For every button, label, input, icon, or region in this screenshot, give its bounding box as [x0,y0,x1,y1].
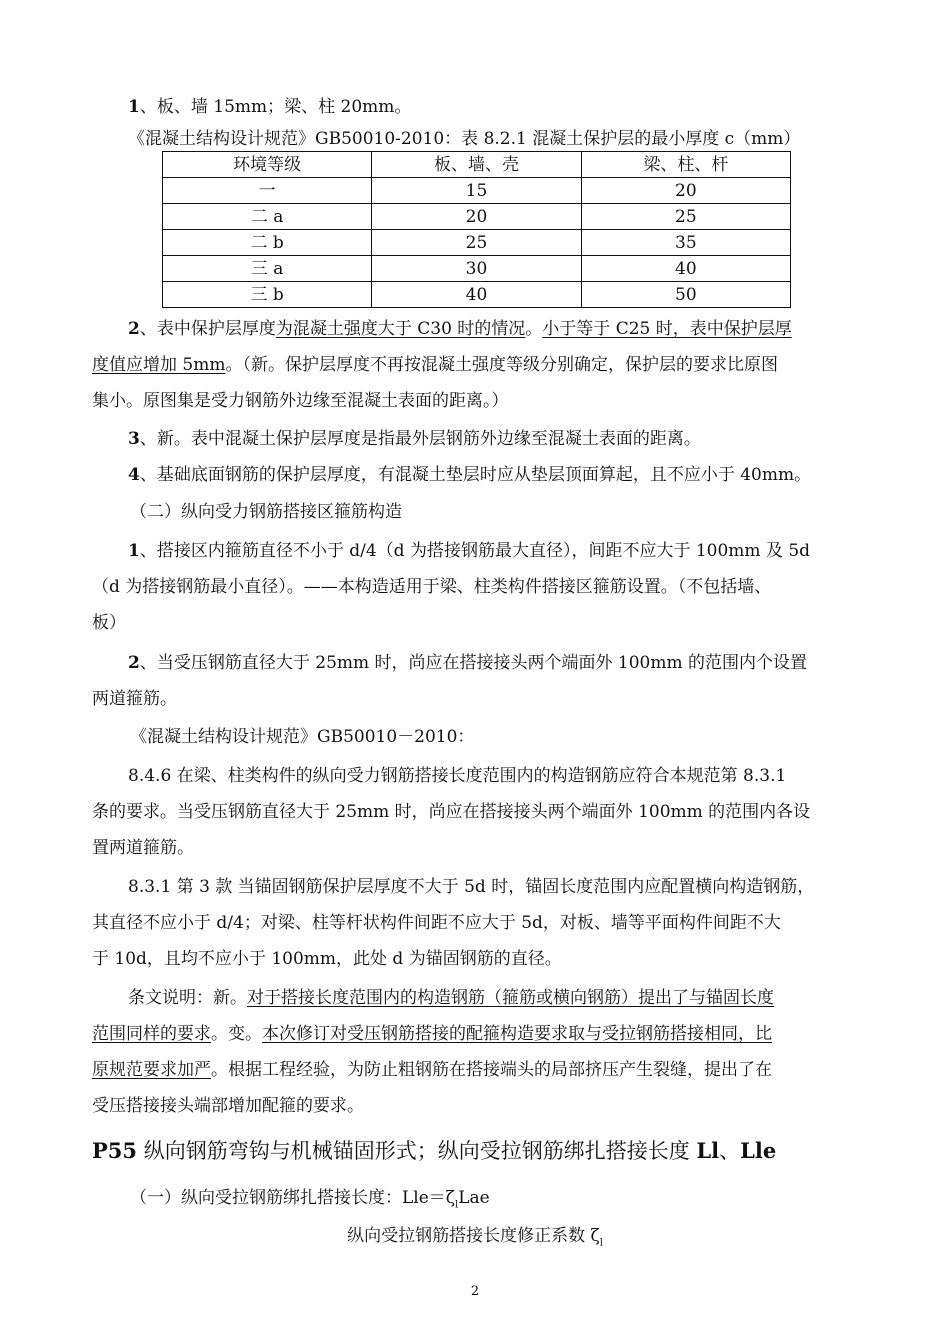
item-number: 1 [128,541,140,561]
item-number: 3 [128,429,140,449]
text-run: 纵向受拉钢筋搭接长度修正系数 ζ [347,1226,600,1246]
item-number: 1 [128,97,140,117]
table-cell: 三 a [163,256,372,282]
paragraph-9-line-3 [92,1058,860,1082]
subsection-1-title [130,1186,898,1217]
heading-text: 、 [719,1139,741,1163]
underlined-text: 对于搭接长度范围内的构造钢筋（箍筋或横向钢筋）提出了与锚固长度 [247,988,774,1008]
section-2-title: （二）纵向受力钢筋搭接区箍筋构造 [130,502,402,522]
paragraph-text: 、基础底面钢筋的保护层厚度，有混凝土垫层时应从垫层顶面算起，且不应小于 40mm。 [139,465,812,485]
section-heading [92,1137,776,1165]
subscript: l [599,1237,603,1249]
table-header-cell: 梁、柱、杆 [581,152,790,178]
table-cell: 40 [372,282,581,308]
item-number: 4 [128,465,140,485]
paragraph-7-line-1: 8.4.6 在梁、柱类构件的纵向受力钢筋搭接长度范围内的构造钢筋应符合本规范第 8.3.1 [128,766,787,786]
heading-page-ref: P55 [92,1138,138,1163]
table-cell: 25 [372,230,581,256]
paragraph-8-line-1: 8.3.1 第 3 款 当锚固钢筋保护层厚度不大于 5d 时，锚固长度范围内应配置横向构造钢筋， [128,877,815,897]
table-row [163,256,791,282]
paragraph-2-line-1 [128,317,860,341]
paragraph-8-line-3: 于 10d，且均不应小于 100mm，此处 d 为锚固钢筋的直径。 [92,949,562,969]
table-cell: 一 [163,178,372,204]
text-run: 。根据工程经验，为防止粗钢筋在搭接端头的局部挤压产生裂缝，提出了在 [211,1060,772,1080]
paragraph-text: 、板、墙 15mm；梁、柱 20mm。 [139,97,412,117]
table-cell: 20 [581,178,790,204]
table-cell: 15 [372,178,581,204]
paragraph-6-line-1 [128,651,896,675]
underlined-text: 原规范要求加严 [92,1060,211,1080]
table-title [0,1224,950,1255]
underlined-text: 范围同样的要求 [92,1024,211,1044]
item-number: 2 [128,319,140,339]
paragraph-9-line-2 [92,1022,860,1046]
table-row [163,178,791,204]
table-cell: 40 [581,256,790,282]
paragraph-text: 、当受压钢筋直径大于 25mm 时，尚应在搭接接头两个端面外 100mm 的范围内个设置 [139,653,808,673]
paragraph-7-line-2: 条的要求。当受压钢筋直径大于 25mm 时，尚应在搭接接头两个端面外 100mm 的范围内各设 [92,802,811,822]
page-number: 2 [470,1284,480,1299]
paragraph-text: 、新。表中混凝土保护层厚度是指最外层钢筋外边缘至混凝土表面的距离。 [139,429,701,449]
paragraph-5-line-3: 板） [92,613,126,633]
heading-symbol: Lle [740,1138,777,1163]
paragraph-5-line-2: （d 为搭接钢筋最小直径）。——本构造适用于梁、柱类构件搭接区箍筋设置。（不包括墙、 [92,577,772,597]
table-caption: 《混凝土结构设计规范》GB50010-2010：表 8.2.1 混凝土保护层的最小厚度 c（mm） [128,129,801,149]
paragraph-text: 、搭接区内箍筋直径不小于 d/4（d 为搭接钢筋最大直径），间距不应大于 100mm 及 5d [139,541,811,561]
paragraph-7-line-3: 置两道箍筋。 [92,838,194,858]
table-row [163,204,791,230]
table-header-cell: 环境等级 [163,152,372,178]
paragraph-8-line-2: 其直径不应小于 d/4；对梁、柱等杆状构件间距不应大于 5d，对板、墙等平面构件间距不大 [92,913,781,933]
table-header-row [163,152,791,178]
paragraph-4 [128,463,896,487]
table-cell: 20 [372,204,581,230]
paragraph-5-line-1 [128,539,896,563]
table-cell: 三 b [163,282,372,308]
table-row [163,282,791,308]
table-row [163,230,791,256]
table-cell: 50 [581,282,790,308]
table-cell: 二 a [163,204,372,230]
paragraph-6-line-2: 两道箍筋。 [92,689,177,709]
table-cell: 25 [581,204,790,230]
text-run: 。（新。保护层厚度不再按混凝土强度等级分别确定，保护层的要求比原图 [225,355,778,375]
code-reference: 《混凝土结构设计规范》GB50010－2010： [130,727,475,747]
underlined-text: 为混凝土强度大于 C30 时的情况 [275,319,526,339]
heading-symbol: Ll [696,1138,720,1163]
table-cell: 二 b [163,230,372,256]
text-run: 条文说明：新。 [128,988,247,1008]
paragraph-1 [128,95,896,119]
text-run: （一）纵向受拉钢筋绑扎搭接长度：Lle＝ζ [130,1188,455,1208]
item-number: 2 [128,653,140,673]
paragraph-2-line-3: 集小。原图集是受力钢筋外边缘至混凝土表面的距离。） [92,391,509,411]
text-run: Lae [458,1188,490,1208]
underlined-text: 小于等于 C25 时，表中保护层厚 [542,319,792,339]
paragraph-9-line-1 [128,986,896,1010]
heading-text: 纵向钢筋弯钩与机械锚固形式；纵向受拉钢筋绑扎搭接长度 [137,1139,697,1163]
subscript: l [455,1199,459,1211]
paragraph-9-line-4: 受压搭接接头端部增加配箍的要求。 [92,1096,364,1116]
table-cell: 30 [372,256,581,282]
underlined-text: 本次修订对受压钢筋搭接的配箍构造要求取与受拉钢筋搭接相同，比 [262,1024,772,1044]
table-cell: 35 [581,230,790,256]
table-header-cell: 板、墙、壳 [372,152,581,178]
text-run: 。 [525,319,543,339]
text-run: 。变。 [211,1024,262,1044]
text-run: 、表中保护层厚度 [139,319,276,339]
paragraph-2-line-2 [92,353,860,377]
underlined-text: 度值应增加 5mm [92,355,226,375]
paragraph-3 [128,427,896,451]
cover-thickness-table [162,151,791,308]
